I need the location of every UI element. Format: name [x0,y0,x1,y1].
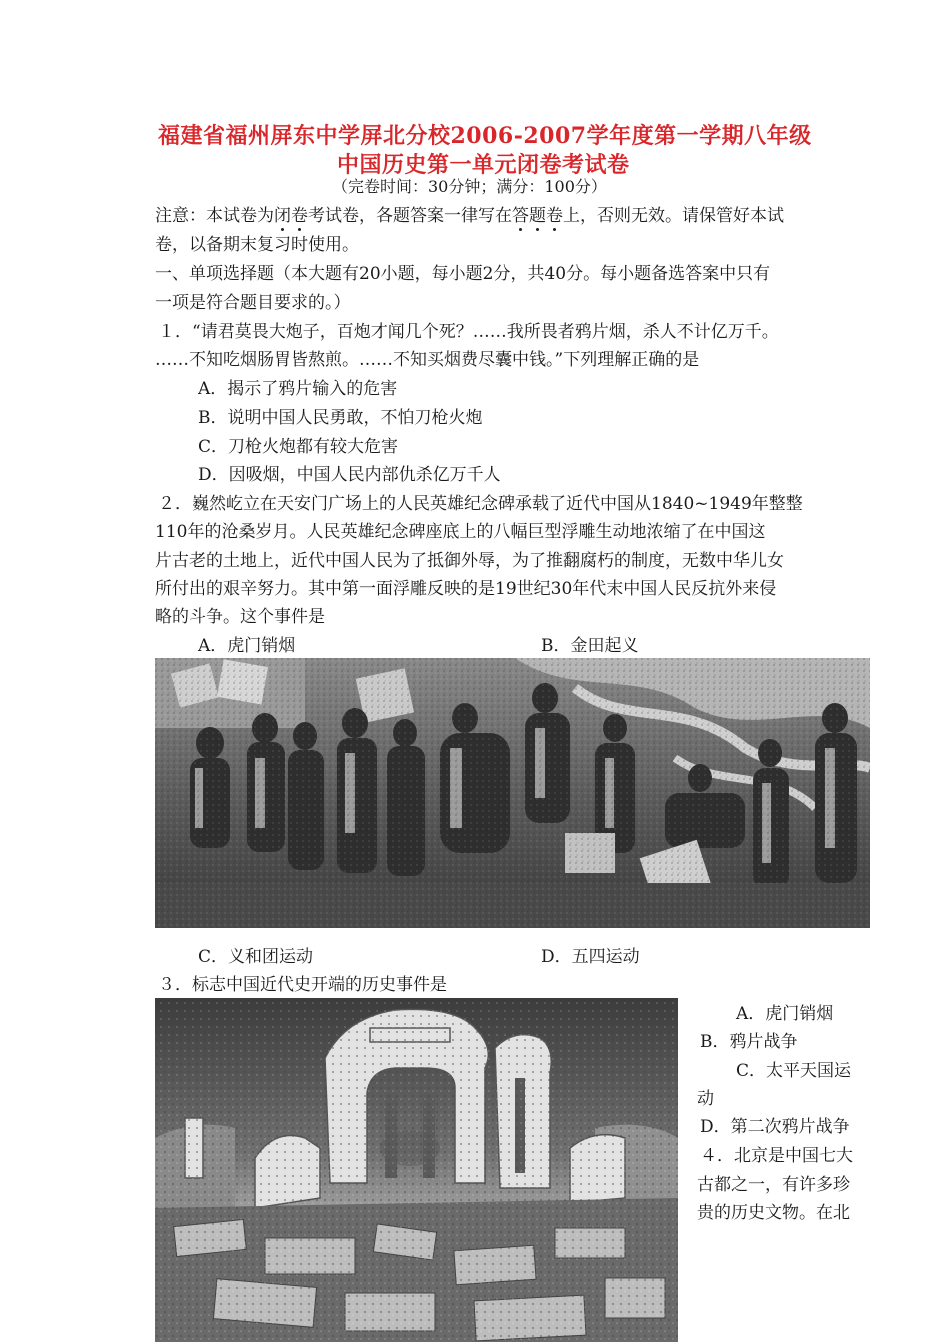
q4-stem-line3: 贵的历史文物。在北 [697,1203,850,1223]
notice-line1 [155,203,784,229]
exam-title-line2: 中国历史第一单元闭卷考试卷 [337,152,630,178]
emphasis-dot-char: 闭 [274,206,291,226]
emphasis-dot-char: 卷 [546,206,563,226]
section1-line1: 一、单项选择题（本大题有20小题，每小题2分，共40分。每小题备选答案中只有 [155,264,771,284]
q2-stem-line1: ２．巍然屹立在天安门广场上的人民英雄纪念碑承载了近代中国从1840~1949年整整 [158,494,803,514]
notice-prefix: 注意：本试卷为 [155,206,274,226]
q1-stem-line1: １．“请君莫畏大炮子，百炮才闻几个死？……我所畏者鸦片烟，杀人不计亿万千。 [158,322,779,342]
q1-option-c: C．刀枪火炮都有较大危害 [198,437,399,457]
q2-option-d: D．五四运动 [541,947,640,967]
notice-line2: 卷，以备期末复习时使用。 [155,235,359,255]
q2-option-c: C．义和团运动 [198,947,314,967]
q3-option-c-line2: 动 [697,1089,714,1109]
q2-stem-line3: 片古老的土地上，近代中国人民为了抵御外辱，为了推翻腐朽的制度，无数中华儿女 [155,551,784,571]
q3-option-c-line1: C．太平天国运 [736,1061,852,1081]
q2-option-a: A．虎门销烟 [198,636,296,656]
exam-meta: （完卷时间：30分钟；满分：100分） [332,177,607,196]
q3-stem: ３．标志中国近代史开端的历史事件是 [158,975,447,995]
q1-option-b: B．说明中国人民勇敢，不怕刀枪火炮 [198,408,483,428]
q4-stem-line1: ４．北京是中国七大 [700,1146,853,1166]
exam-title-line1: 福建省福州屏东中学屏北分校2006-2007学年度第一学期八年级 [158,123,812,149]
section1-line2: 一项是符合题目要求的。） [155,293,351,313]
q2-option-b: B．金田起义 [541,636,639,656]
q1-option-a: A．揭示了鸦片输入的危害 [198,379,398,399]
emphasis-dot-char: 题 [529,206,546,226]
relief-sculpture-image [155,658,870,928]
emphasis-dot-char: 答 [512,206,529,226]
q2-stem-line2: 110年的沧桑岁月。人民英雄纪念碑座底上的八幅巨型浮雕生动地浓缩了在中国这 [155,522,766,542]
notice-mid: 考试卷，各题答案一律写在 [308,206,512,226]
q2-stem-line5: 略的斗争。这个事件是 [155,607,325,627]
notice-tail: 上，否则无效。请保管好本试 [563,206,784,226]
q2-stem-line4: 所付出的艰辛努力。其中第一面浮雕反映的是19世纪30年代末中国人民反抗外来侵 [155,579,777,599]
q3-option-b: B．鸦片战争 [700,1032,798,1052]
q3-option-a: A．虎门销烟 [736,1004,834,1024]
ruins-photo-image [155,998,678,1342]
q4-stem-line2: 古都之一，有许多珍 [697,1175,850,1195]
q3-option-d: D．第二次鸦片战争 [700,1117,850,1137]
emphasis-dot-char: 卷 [291,206,308,226]
q1-option-d: D．因吸烟，中国人民内部仇杀亿万千人 [198,465,501,485]
q1-stem-line2: ……不知吃烟肠胃皆熬煎。……不知买烟费尽囊中钱。”下列理解正确的是 [155,350,700,370]
